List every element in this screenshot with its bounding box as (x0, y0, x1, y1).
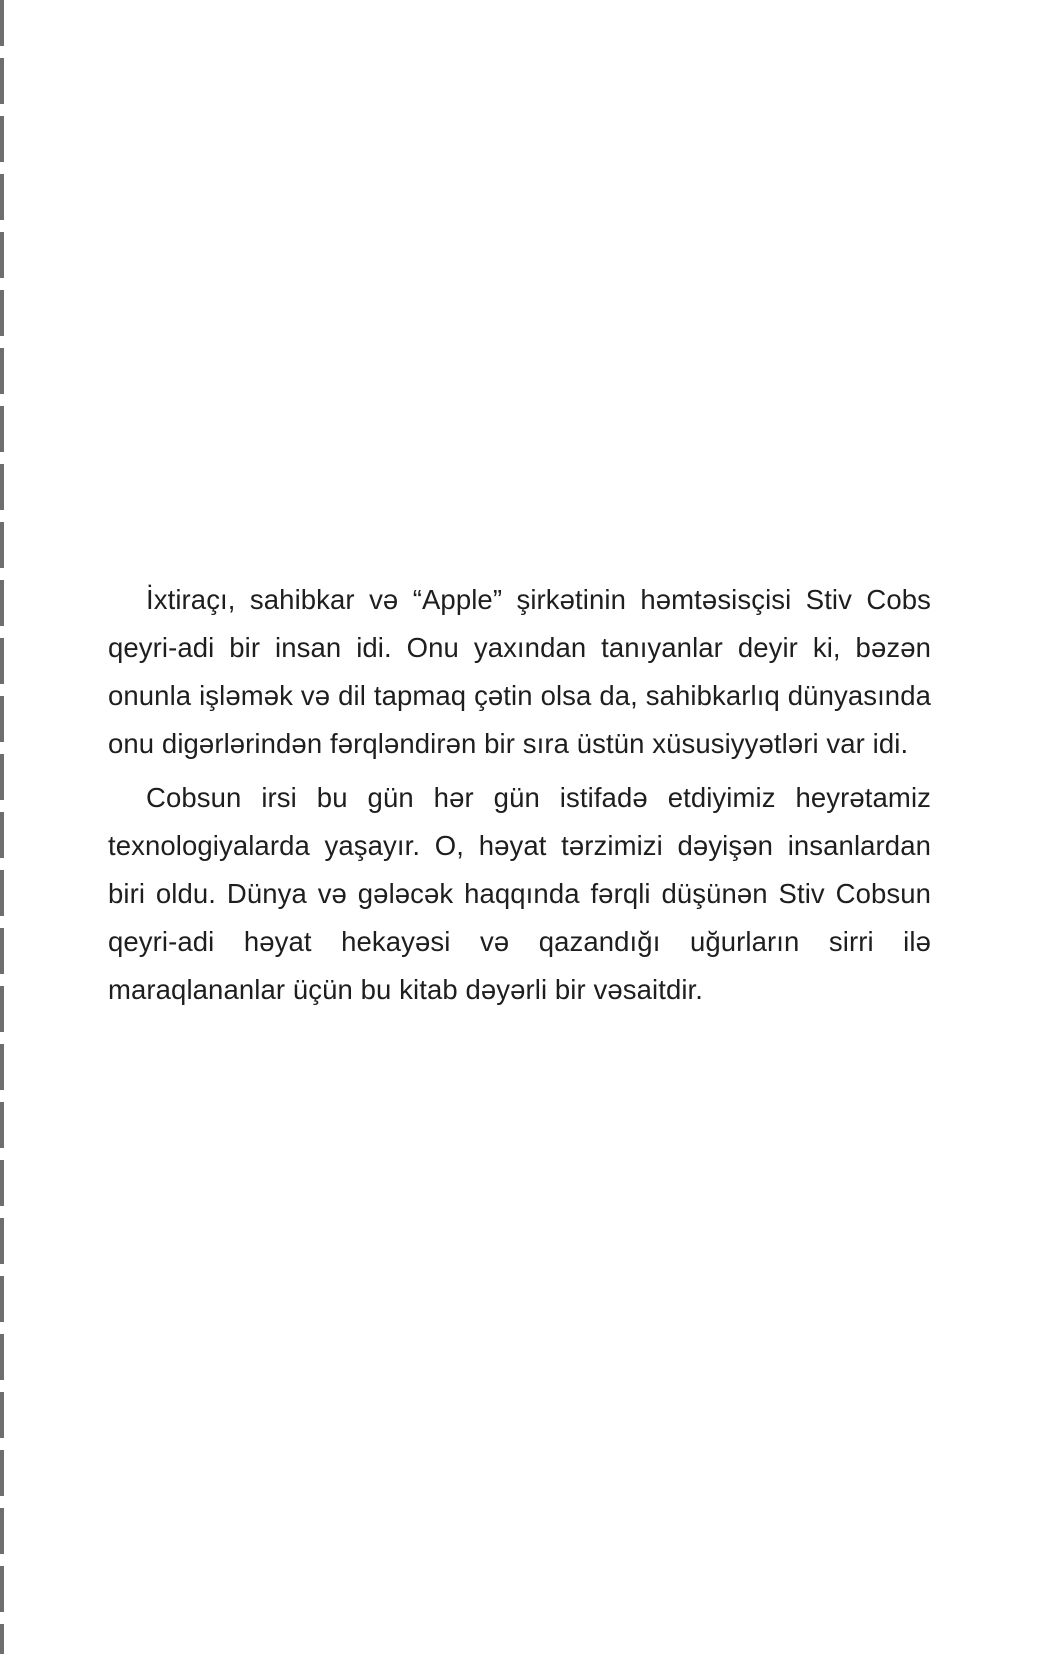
body-text (108, 576, 931, 1020)
page-edge-crop-marks (0, 0, 4, 1654)
paragraph-2: Cobsun irsi bu gün hər gün istifadə etdiyimiz heyrətamiz texnologiyalarda yaşayır. O, həyat tərzimizi dəyişən insanlardan biri oldu. Dünya və gələcək haqqında fərqli düşünən Stiv Cobsun qeyri-adi həyat hekayəsi və qazandığı uğurların sirri ilə maraqlananlar üçün bu kitab dəyərli bir vəsaitdir. (108, 782, 931, 1005)
paragraph-1: İxtiraçı, sahibkar və “Apple” şirkətinin həmtəsisçisi Stiv Cobs qeyri-adi bir insan idi. Onu yaxından tanıyanlar deyir ki, bəzən onunla işləmək və dil tapmaq çətin olsa da, sahibkarlıq dünyasında onu digərlərindən fərqləndirən bir sıra üstün xüsusiyyətləri var idi. (108, 584, 931, 759)
